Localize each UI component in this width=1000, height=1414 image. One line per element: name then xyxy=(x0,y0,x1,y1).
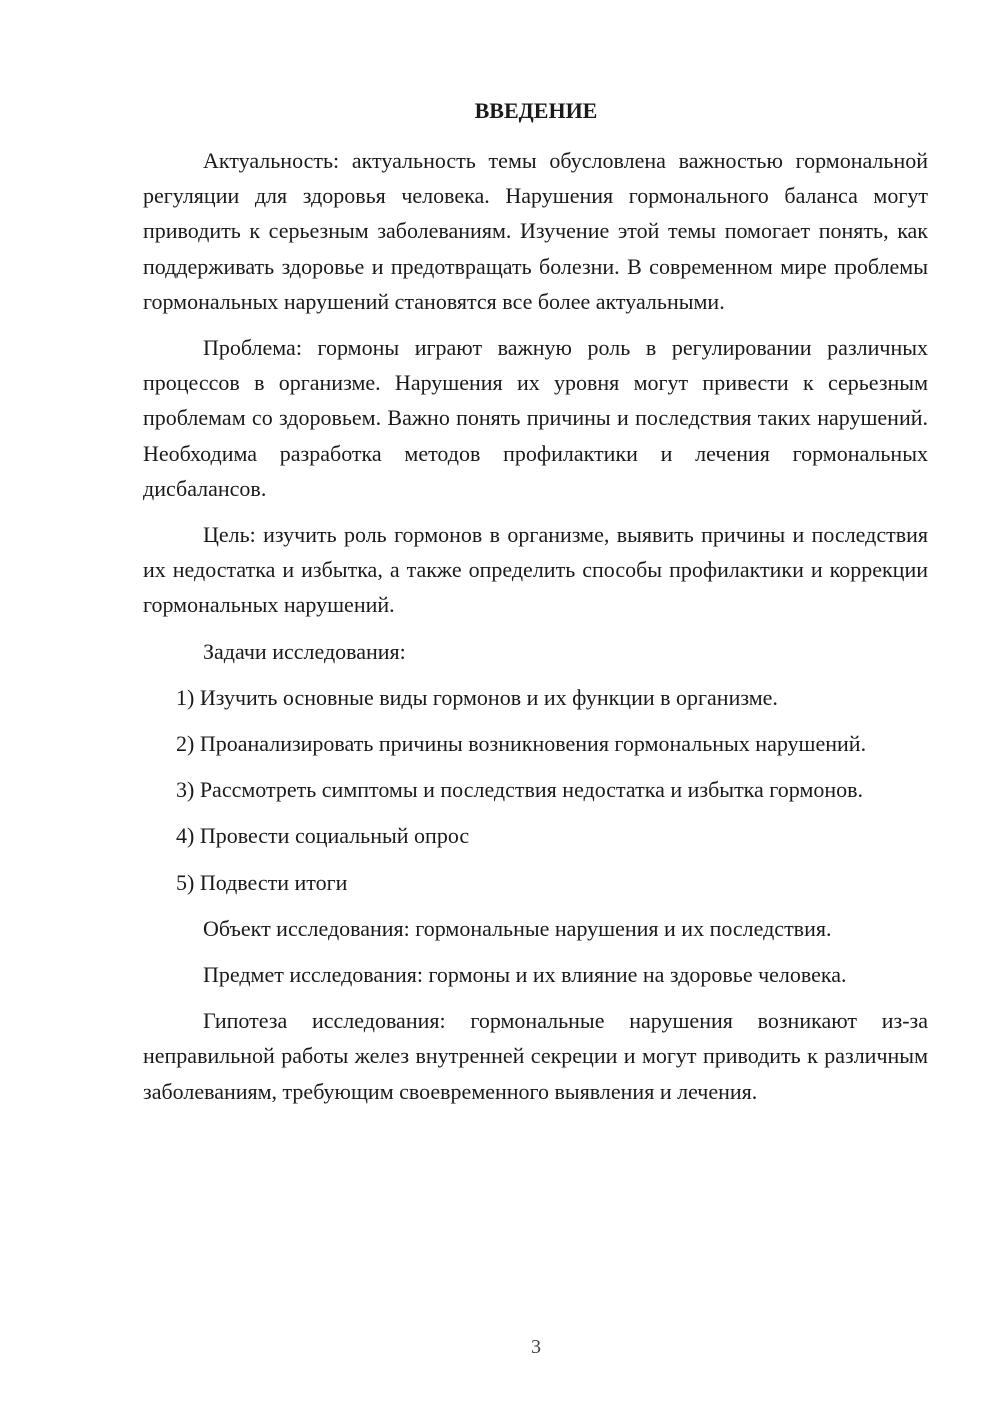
paragraph-problem: Проблема: гормоны играют важную роль в регулировании различных процессов в организме. Нарушения их уровня могут привести к серьезным проблемам со здоровьем. Важно понять причины и последствия таких нарушений. Необходима разработка методов профилактики и лечения гормональных дисбалансов. xyxy=(143,335,928,501)
task-item-2: 2) Проанализировать причины возникновения гормональных нарушений. xyxy=(176,731,867,757)
paragraph-relevance: Актуальность: актуальность темы обусловлена важностью гормональной регуляции для здоровья человека. Нарушения гормонального баланса могут приводить к серьезным заболеваниям. Изучение этой темы помогает понять, как поддерживать здоровье и предотвращать болезни. В современном мире проблемы гормональных нарушений становятся все более актуальными. xyxy=(143,148,928,314)
paragraph-object: Объект исследования: гормональные нарушения и их последствия. xyxy=(203,915,832,941)
page-title: ВВЕДЕНИЕ xyxy=(474,98,598,123)
task-item-1: 1) Изучить основные виды гормонов и их функции в организме. xyxy=(176,684,778,710)
paragraph-goal: Цель: изучить роль гормонов в организме, выявить причины и последствия их недостатка и избытка, а также определить способы профилактики и коррекции гормональных нарушений. xyxy=(143,522,928,618)
page-number: 3 xyxy=(531,1336,541,1358)
paragraph-tasks-title: Задачи исследования: xyxy=(203,638,406,664)
task-item-3: 3) Рассмотреть симптомы и последствия недостатка и избытка гормонов. xyxy=(176,777,864,803)
task-item-4: 4) Провести социальный опрос xyxy=(176,823,470,849)
paragraph-subject: Предмет исследования: гормоны и их влияние на здоровье человека. xyxy=(203,962,847,988)
task-item-5: 5) Подвести итоги xyxy=(176,869,348,895)
paragraph-hypothesis: Гипотеза исследования: гормональные нарушения возникают из-за неправильной работы желез внутренней секреции и могут приводить к различным заболеваниям, требующим своевременного выявления и лечения. xyxy=(143,1008,928,1104)
document-body xyxy=(143,143,928,1120)
